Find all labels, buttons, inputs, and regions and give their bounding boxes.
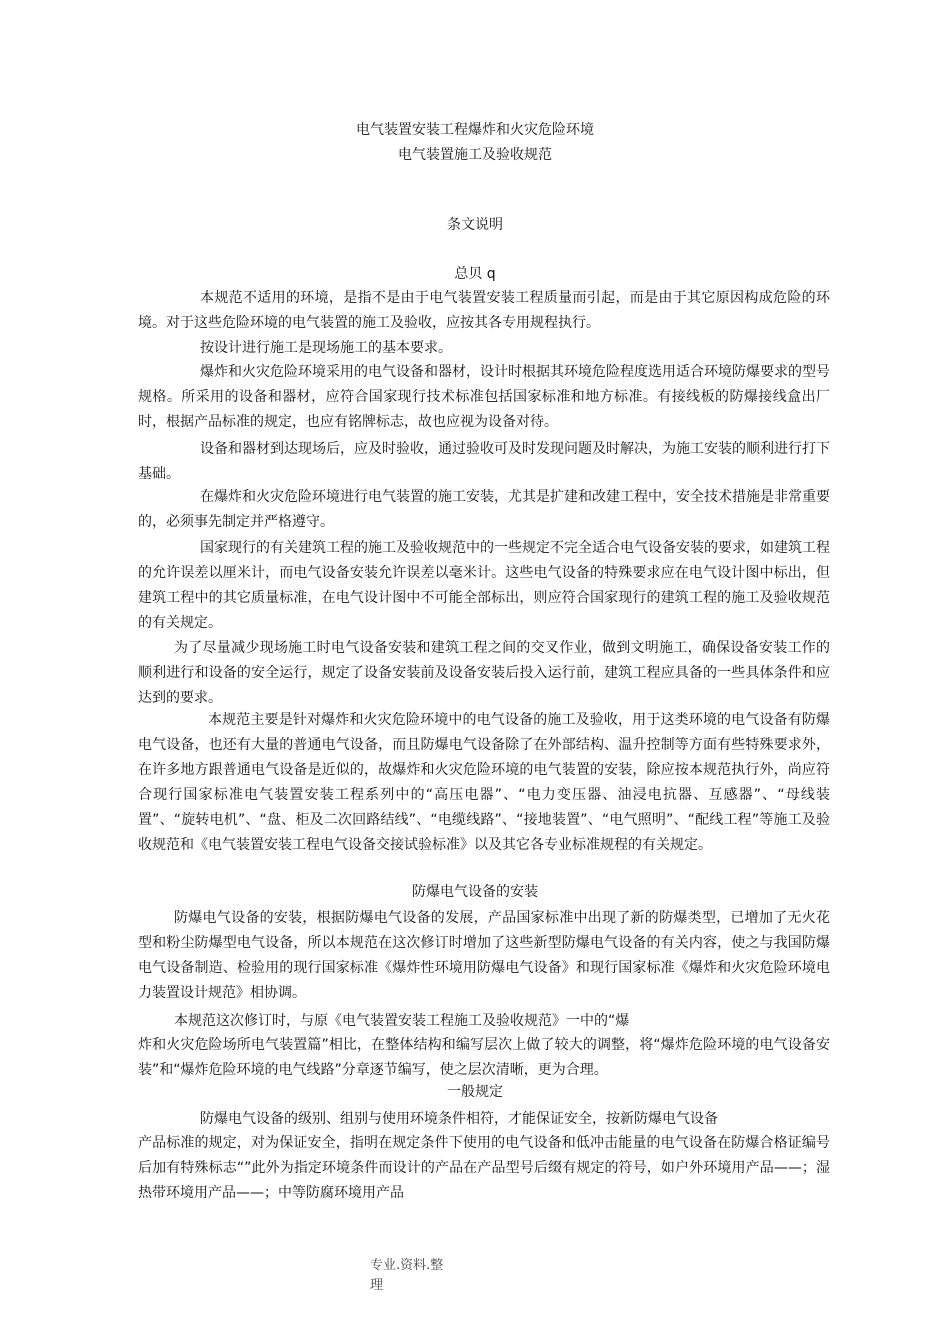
paragraph: 产品标准的规定，对为保证安全，指明在规定条件下使用的电气设备和低冲击能量的电气设备在防爆合格证编号后加有特殊标志“”此外为指定环境条件而设计的产品在产品型号后缀有规定的符号，如户外环境用产品——；湿热带环境用产品——；中等防腐环境用产品 [138,1135,830,1201]
paragraph: 本规范这次修订时，与原《电气装置安装工程施工及验收规范》一中的“爆 [174,1013,630,1029]
footer-line2: 理 [370,1278,384,1293]
chapter-general-heading: 总贝 q [454,266,496,282]
paragraph: 炸和火灾危险场所电气装置篇”相比，在整体结构和编写层次上做了较大的调整，将“爆炸危险环境的电气设备安装”和“爆炸危险环境的电气线路”分章逐节编写，使之层次清晰，更为合理。 [138,1037,830,1078]
footer-line1: 专业.资料.整 [370,1258,444,1273]
paragraph: 本规范主要是针对爆炸和火灾危险环境中的电气设备的施工及验收，用于这类环境的电气设备有防爆电气设备，也还有大量的普通电气设备，而且防爆电气设备除了在外部结构、温升控制等方面有些特殊要求外，在许多地方跟普通电气设备是近似的，故爆炸和火灾危险环境的电气装置的安装，除应按本规范执行外，尚应符合现行国家标准电气装置安装工程系列中的“高压电器”、“电力变压器、油浸电抗器、互感器”、“母线装置”、“旋转电机”、“盘、柜及二次回路结线”、“电缆线路”、“接地装置”、“电气照明”、“配线工程”等施工及验收规范和《电气装置安装工程电气设备交接试验标准》以及其它各专业标准规程的有关规定。 [138,712,830,853]
paragraph: 在爆炸和火灾危险环境进行电气装置的施工安装，尤其是扩建和改建工程中，安全技术措施是非常重要的，必须事先制定并严格遵守。 [138,489,830,530]
chapter-explosion-heading: 防爆电气设备的安装 [412,884,538,900]
paragraph: 防爆电气设备的安装，根据防爆电气设备的发展，产品国家标准中出现了新的防爆类型，已增加了无火花型和粉尘防爆型电气设备，所以本规范在这次修订时增加了这些新型防爆电气设备的有关内容，使之与我国防爆电气设备制造、检验用的现行国家标准《爆炸性环境用防爆电气设备》和现行国家标准《爆炸和火灾危险环境电力装置设计规范》相协调。 [138,910,830,1001]
paragraph: 为了尽量减少现场施工时电气设备安装和建筑工程之间的交叉作业，做到文明施工，确保设备安装工作的顺利进行和设备的安全运行，规定了设备安装前及设备安装后投入运行前，建筑工程应具备的一些具体条件和应达到的要求。 [138,640,830,706]
section-title: 条文说明 [447,217,503,233]
document-title-line1: 电气装置安装工程爆炸和火灾危险环境 [356,122,594,138]
paragraph: 本规范不适用的环境，是指不是由于电气装置安装工程质量而引起，而是由于其它原因构成危险的环境。对于这些危险环境的电气装置的施工及验收，应按其各专用规程执行。 [138,290,830,331]
document-title-line2: 电气装置施工及验收规范 [398,147,552,163]
paragraph: 国家现行的有关建筑工程的施工及验收规范中的一些规定不完全适合电气设备安装的要求，如建筑工程的允许误差以厘米计，而电气设备安装允许误差以毫米计。这些电气设备的特殊要求应在电气设计图中标出，但建筑工程中的其它质量标准，在电气设计图中不可能全部标出，则应符合国家现行的建筑工程的施工及验收规范的有关规定。 [138,540,830,631]
paragraph: 按设计进行施工是现场施工的基本要求。 [200,340,452,356]
chapter-general-rules-heading: 一般规定 [447,1084,503,1100]
paragraph: 设备和器材到达现场后，应及时验收，通过验收可及时发现问题及时解决，为施工安装的顺利进行打下基础。 [138,441,830,482]
paragraph: 爆炸和火灾危险环境采用的电气设备和器材，设计时根据其环境危险程度选用适合环境防爆要求的型号规格。所采用的设备和器材，应符合国家现行技术标准包括国家标准和地方标准。有接线板的防爆接线盒出厂时，根据产品标准的规定，也应有铭牌标志，故也应视为设备对待。 [138,364,830,430]
paragraph: 防爆电气设备的级别、组别与使用环境条件相符，才能保证安全，按新防爆电气设备 [200,1111,718,1127]
